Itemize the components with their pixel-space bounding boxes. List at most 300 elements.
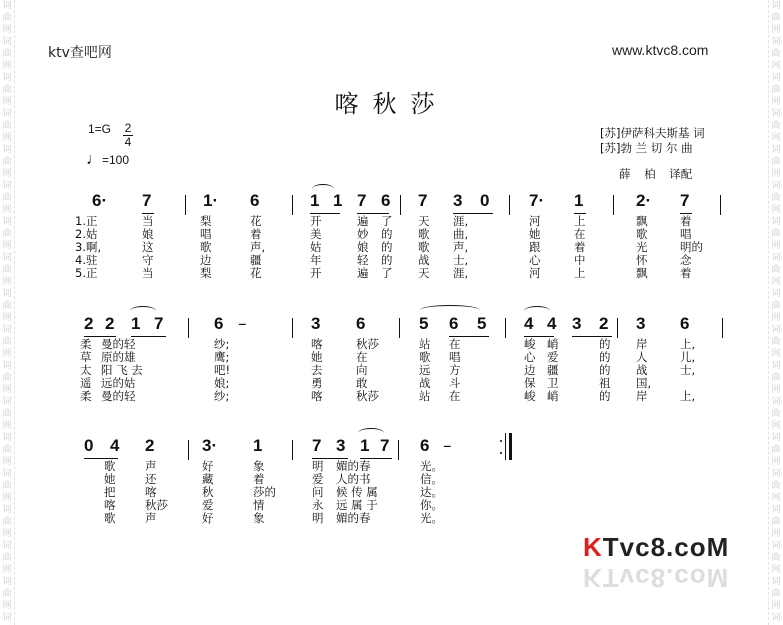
- lyric-word: 勇: [311, 376, 323, 390]
- watermark-glyph: 词: [2, 361, 12, 371]
- beam-line: [84, 336, 116, 337]
- lyric-word: 唱: [200, 227, 212, 241]
- note-number: 2: [599, 314, 609, 333]
- watermark-glyph: 网: [2, 205, 12, 215]
- lyric-word: 娘: [142, 227, 154, 241]
- barline: [400, 195, 401, 215]
- lyric-word: 明: [312, 511, 324, 525]
- lyric-word: 象: [253, 511, 265, 525]
- watermark-glyph: 词: [771, 577, 781, 587]
- watermark-glyph: 词: [2, 325, 12, 335]
- slur-mark: [524, 306, 550, 316]
- barline: [188, 440, 189, 460]
- lyric-word: 河: [529, 214, 541, 228]
- lyric-word: 怀: [636, 253, 648, 267]
- barline: [509, 195, 510, 215]
- watermark-glyph: 网: [2, 421, 12, 431]
- lyric-word: 着: [680, 214, 692, 228]
- note-number: 1: [253, 436, 263, 455]
- lyric-word: 歌: [418, 240, 430, 254]
- lyric-word: 候 传 属: [336, 485, 378, 499]
- lyric-word: 声: [145, 459, 157, 473]
- watermark-glyph: 曲: [2, 553, 12, 563]
- lyric-word: 喀: [145, 485, 157, 499]
- lyric-word: 她: [311, 350, 323, 364]
- lyric-word: 秋莎: [356, 389, 379, 403]
- watermark-glyph: 网: [771, 133, 781, 143]
- lyric-word: 2.姑: [75, 227, 98, 241]
- lyric-word: 的: [599, 363, 611, 377]
- composer-credit: [苏]勃 兰 切 尔 曲: [600, 141, 693, 155]
- watermark-glyph: 词: [2, 289, 12, 299]
- lyric-word: 了: [381, 214, 393, 228]
- lyric-word: 阳 飞 去: [101, 363, 143, 377]
- watermark-glyph: 词: [771, 469, 781, 479]
- page-title: 喀秋莎: [334, 90, 449, 118]
- key-signature: 1=G: [88, 122, 112, 136]
- note-number: 1: [131, 314, 141, 333]
- watermark-glyph: 词: [2, 109, 12, 119]
- watermark-glyph: 词: [771, 109, 781, 119]
- watermark-glyph: 网: [771, 493, 781, 503]
- lyric-word: 着: [680, 266, 692, 280]
- watermark-glyph: 曲: [771, 409, 781, 419]
- watermark-glyph: 曲: [771, 517, 781, 527]
- lyric-word: 开: [310, 266, 322, 280]
- watermark-glyph: 曲: [771, 193, 781, 203]
- watermark-glyph: 曲: [771, 337, 781, 347]
- watermark-glyph: 网: [771, 601, 781, 611]
- watermark-glyph: 词: [2, 433, 12, 443]
- watermark-glyph: 网: [771, 457, 781, 467]
- watermark-glyph: 词: [771, 361, 781, 371]
- barline: [188, 318, 189, 338]
- note-number: 6: [214, 314, 224, 333]
- lyric-word: 的: [381, 227, 393, 241]
- lyric-word: 中: [574, 253, 586, 267]
- watermark-glyph: 曲: [771, 49, 781, 59]
- lyric-word: 的: [599, 337, 611, 351]
- note-number: 6: [250, 191, 260, 210]
- lyric-word: 天: [418, 214, 430, 228]
- note-number: 1·: [203, 191, 219, 210]
- barline: [617, 318, 618, 338]
- watermark-glyph: 曲: [771, 553, 781, 563]
- watermark-glyph: 曲: [2, 301, 12, 311]
- lyric-word: 唱: [680, 227, 692, 241]
- watermark-glyph: 网: [771, 205, 781, 215]
- lyric-word: 唱: [449, 350, 461, 364]
- lyric-word: 国,: [636, 376, 652, 390]
- lyric-word: 4.驻: [75, 253, 98, 267]
- beam-line: [310, 213, 340, 214]
- lyric-word: 边: [200, 253, 212, 267]
- lyric-word: 明: [312, 459, 324, 473]
- watermark-glyph: 词: [2, 541, 12, 551]
- lyric-word: 5.正: [75, 266, 98, 280]
- watermark-glyph: 网: [771, 565, 781, 575]
- lyric-word: 峭: [547, 337, 559, 351]
- lyric-word: 上: [574, 266, 586, 280]
- note-number: 6: [420, 436, 430, 455]
- watermark-glyph: 网: [2, 25, 12, 35]
- lyric-word: 保: [524, 376, 536, 390]
- watermark-glyph: 曲: [771, 481, 781, 491]
- lyric-word: 1.正: [75, 214, 98, 228]
- watermark-glyph: 网: [771, 25, 781, 35]
- beam-line: [572, 336, 612, 337]
- watermark-glyph: 网: [2, 385, 12, 395]
- site-name-left: ktv查吧网: [48, 45, 112, 61]
- logo-text: [583, 532, 729, 563]
- watermark-glyph: 曲: [771, 301, 781, 311]
- lyric-word: 岸: [636, 337, 648, 351]
- watermark-glyph: 网: [771, 97, 781, 107]
- barline: [722, 318, 723, 338]
- lyric-word: 梨: [200, 214, 212, 228]
- lyric-word: 藏: [202, 472, 214, 486]
- note-number: 4: [110, 436, 120, 455]
- lyric-word: 去: [311, 363, 323, 377]
- note-number: 7: [680, 191, 690, 210]
- lyric-word: 轻: [357, 253, 369, 267]
- watermark-glyph: 网: [2, 133, 12, 143]
- lyric-word: 歌: [104, 459, 116, 473]
- watermark-glyph: 曲: [2, 409, 12, 419]
- watermark-glyph: 曲: [2, 589, 12, 599]
- lyric-word: 的: [599, 389, 611, 403]
- watermark-glyph: 曲: [2, 121, 12, 131]
- watermark-glyph: 词: [771, 289, 781, 299]
- watermark-glyph: 网: [2, 169, 12, 179]
- barline: [398, 440, 399, 460]
- watermark-glyph: 词: [771, 397, 781, 407]
- lyric-word: 歌: [418, 227, 430, 241]
- lyric-word: 上,: [680, 337, 696, 351]
- note-number: 3: [572, 314, 582, 333]
- lyric-word: 疆: [547, 363, 559, 377]
- lyric-word: 战: [636, 363, 648, 377]
- note-number: 0: [480, 191, 490, 210]
- lyric-word: 敢: [356, 376, 368, 390]
- lyric-word: 象: [253, 459, 265, 473]
- lyric-word: 峻: [524, 337, 536, 351]
- lyric-word: 人: [636, 350, 648, 364]
- lyric-word: 天: [418, 266, 430, 280]
- slur-mark: [130, 306, 156, 316]
- lyric-word: 心: [529, 253, 541, 267]
- lyric-word: 问: [312, 485, 324, 499]
- lyric-word: 声,: [250, 240, 266, 254]
- watermark-glyph: 曲: [771, 85, 781, 95]
- lyric-word: 秋莎: [356, 337, 379, 351]
- lyric-word: 战: [418, 253, 430, 267]
- barline: [505, 318, 506, 338]
- note-number: 1: [574, 191, 584, 210]
- watermark-glyph: 网: [771, 529, 781, 539]
- watermark-glyph: 曲: [771, 229, 781, 239]
- watermark-glyph: 曲: [771, 589, 781, 599]
- note-number: 3: [636, 314, 646, 333]
- lyric-word: 祖: [599, 376, 611, 390]
- tempo-value: =100: [102, 153, 130, 167]
- lyric-word: 当: [142, 266, 154, 280]
- final-barline-thick: [509, 433, 512, 460]
- lyric-word: 遍: [357, 266, 369, 280]
- watermark-glyph: 曲: [2, 85, 12, 95]
- lyric-word: 光: [636, 240, 648, 254]
- watermark-glyph: 网: [2, 349, 12, 359]
- sustain-dash: –: [443, 436, 452, 456]
- note-number: 7: [418, 191, 428, 210]
- watermark-glyph: 网: [2, 277, 12, 287]
- lyric-word: 士,: [453, 253, 469, 267]
- watermark-glyph: 词: [771, 541, 781, 551]
- lyric-word: 达。: [420, 485, 443, 499]
- watermark-glyph: 曲: [771, 265, 781, 275]
- lyric-word: 疆: [250, 253, 262, 267]
- watermark-glyph: 词: [2, 73, 12, 83]
- credits-block: [600, 126, 705, 156]
- lyric-word: 信。: [420, 472, 443, 486]
- lyric-word: 爱: [312, 472, 324, 486]
- lyric-word: 了: [381, 266, 393, 280]
- watermark-glyph: 词: [2, 469, 12, 479]
- lyric-word: 草: [80, 350, 92, 364]
- watermark-glyph: 词: [771, 325, 781, 335]
- note-number: 2: [105, 314, 115, 333]
- watermark-glyph: 词: [771, 253, 781, 263]
- lyric-word: 娘;: [214, 376, 230, 390]
- lyric-word: 心: [524, 350, 536, 364]
- lyric-word: 歌: [419, 350, 431, 364]
- lyric-word: 斗: [449, 376, 461, 390]
- lyric-word: 峭: [547, 389, 559, 403]
- watermark-glyph: 曲: [2, 49, 12, 59]
- note-number: 7: [142, 191, 152, 210]
- watermark-glyph: 网: [2, 61, 12, 71]
- lyric-word: 曼的轻: [101, 337, 136, 351]
- lyric-word: 在: [356, 350, 368, 364]
- sustain-dash: –: [238, 314, 247, 334]
- lyric-word: 喀: [104, 498, 116, 512]
- note-number: 0: [84, 436, 94, 455]
- barline: [720, 195, 721, 215]
- lyric-word: 原的雄: [101, 350, 136, 364]
- watermark-glyph: 网: [2, 241, 12, 251]
- watermark-glyph: 曲: [2, 193, 12, 203]
- note-number: 6: [449, 314, 459, 333]
- watermark-glyph: 词: [2, 181, 12, 191]
- lyric-word: 明的: [680, 240, 703, 254]
- lyric-word: 跟: [529, 240, 541, 254]
- watermark-glyph: 词: [771, 1, 781, 11]
- note-number: 4: [547, 314, 557, 333]
- beam-line: [312, 458, 348, 459]
- note-number: 7: [357, 191, 367, 210]
- lyric-word: 河: [529, 266, 541, 280]
- logo-reflection: KTvc8.coM: [583, 563, 730, 593]
- watermark-glyph: 词: [2, 145, 12, 155]
- lyric-word: 着: [574, 240, 586, 254]
- lyric-word: 梨: [200, 266, 212, 280]
- note-number: 7·: [529, 191, 545, 210]
- watermark-glyph: 词: [771, 145, 781, 155]
- barline: [292, 195, 293, 215]
- watermark-glyph: 网: [2, 97, 12, 107]
- slur-mark: [358, 428, 384, 438]
- note-number: 6: [381, 191, 391, 210]
- barline: [399, 318, 400, 338]
- lyric-word: 在: [574, 227, 586, 241]
- lyric-word: 她: [529, 227, 541, 241]
- lyric-word: 守: [142, 253, 154, 267]
- lyric-word: 年: [310, 253, 322, 267]
- beam-line: [357, 213, 389, 214]
- lyric-word: 上: [574, 214, 586, 228]
- watermark-glyph: 网: [2, 529, 12, 539]
- watermark-glyph: 曲: [2, 337, 12, 347]
- lyric-word: 吧!: [214, 363, 231, 377]
- logo-main: Tvc8.coM: [602, 532, 730, 562]
- repeat-dot: [500, 452, 502, 454]
- lyric-word: 好: [202, 459, 214, 473]
- lyric-word: 歌: [200, 240, 212, 254]
- lyric-word: 遥: [80, 376, 92, 390]
- time-signature-top: 2: [124, 121, 132, 135]
- watermark-glyph: 曲: [2, 373, 12, 383]
- beam-line: [84, 458, 118, 459]
- lyric-word: 远: [419, 363, 431, 377]
- lyric-word: 当: [142, 214, 154, 228]
- watermark-glyph: 词: [2, 577, 12, 587]
- lyric-word: 媚的春: [336, 459, 371, 473]
- beam-line: [360, 458, 392, 459]
- slur-mark: [312, 184, 334, 194]
- watermark-glyph: 曲: [2, 229, 12, 239]
- watermark-glyph: 网: [2, 565, 12, 575]
- watermark-glyph: 词: [2, 1, 12, 11]
- watermark-glyph: 曲: [2, 13, 12, 23]
- beam-line: [524, 336, 554, 337]
- lyric-word: 这: [142, 240, 154, 254]
- note-number: 3: [311, 314, 321, 333]
- lyric-word: 着: [250, 227, 262, 241]
- lyric-word: 姑: [310, 240, 322, 254]
- watermark-glyph: 曲: [771, 373, 781, 383]
- barline: [292, 440, 293, 460]
- watermark-glyph: 词: [771, 217, 781, 227]
- time-signature: [122, 122, 134, 149]
- lyric-word: 曼的轻: [101, 389, 136, 403]
- lyric-word: 开: [310, 214, 322, 228]
- site-url-right: www.ktvc8.com: [612, 42, 709, 58]
- time-signature-bottom: 4: [124, 135, 132, 149]
- note-number: 2·: [636, 191, 652, 210]
- lyric-word: 花: [250, 266, 262, 280]
- lyric-word: 秋莎: [145, 498, 168, 512]
- translator-credit: 薛 柏 译配: [619, 167, 693, 181]
- lyric-word: 遍: [357, 214, 369, 228]
- lyric-word: 飘: [636, 266, 648, 280]
- lyric-word: 还: [145, 472, 157, 486]
- watermark-glyph: 词: [2, 397, 12, 407]
- lyric-word: 念: [680, 253, 692, 267]
- watermark-glyph: 词: [2, 613, 12, 623]
- watermark-glyph: 曲: [2, 517, 12, 527]
- lyric-word: 你。: [420, 498, 443, 512]
- lyric-word: 爱: [202, 498, 214, 512]
- lyric-word: 边: [524, 363, 536, 377]
- lyric-word: 秋: [202, 485, 214, 499]
- lyric-word: 光。: [420, 459, 443, 473]
- final-barline-thin: [505, 433, 506, 460]
- repeat-dot: [500, 440, 502, 442]
- lyric-word: 太: [80, 363, 92, 377]
- note-number: 3: [336, 436, 346, 455]
- lyric-word: 纱;: [214, 389, 230, 403]
- note-number: 6·: [92, 191, 108, 210]
- beam-line: [574, 213, 586, 214]
- watermark-glyph: 曲: [771, 445, 781, 455]
- lyric-word: 柔: [80, 337, 92, 351]
- watermark-glyph: 词: [2, 217, 12, 227]
- lyric-word: 花: [250, 214, 262, 228]
- watermark-glyph: 网: [771, 313, 781, 323]
- watermark-glyph: 词: [2, 253, 12, 263]
- lyric-word: 向: [356, 363, 368, 377]
- watermark-glyph: 曲: [2, 445, 12, 455]
- lyric-word: 的: [599, 350, 611, 364]
- lyric-word: 妙: [357, 227, 369, 241]
- watermark-glyph: 网: [771, 61, 781, 71]
- lyric-word: 远 属 于: [336, 498, 378, 512]
- lyric-word: 站: [419, 389, 431, 403]
- beam-line: [453, 213, 493, 214]
- lyricist-credit: [苏]伊萨科夫斯基 词: [600, 126, 705, 140]
- lyric-word: 柔: [80, 389, 92, 403]
- watermark-glyph: 词: [771, 433, 781, 443]
- lyric-word: 峻: [524, 389, 536, 403]
- lyric-word: 卫: [547, 376, 559, 390]
- lyric-word: 她: [104, 472, 116, 486]
- lyric-word: 3.啊,: [75, 240, 102, 254]
- lyric-word: 战: [419, 376, 431, 390]
- watermark-glyph: 词: [2, 505, 12, 515]
- note-number: 1: [360, 436, 370, 455]
- lyric-word: 儿,: [680, 350, 696, 364]
- ktvc8-logo: [583, 532, 733, 592]
- note-number: 5: [477, 314, 487, 333]
- lyric-word: 在: [449, 389, 461, 403]
- watermark-glyph: 曲: [771, 13, 781, 23]
- watermark-glyph: 网: [771, 349, 781, 359]
- watermark-glyph: 网: [2, 601, 12, 611]
- beam-line: [680, 213, 692, 214]
- lyric-word: 把: [104, 485, 116, 499]
- watermark-glyph: 词: [2, 37, 12, 47]
- lyric-word: 歌: [104, 511, 116, 525]
- lyric-word: 在: [449, 337, 461, 351]
- note-number: 5: [419, 314, 429, 333]
- lyric-word: 的: [381, 253, 393, 267]
- barline: [613, 195, 614, 215]
- lyric-word: 远的姑: [101, 376, 136, 390]
- watermark-glyph: 曲: [771, 121, 781, 131]
- lyric-word: 喀: [311, 337, 323, 351]
- watermark-glyph: 网: [771, 241, 781, 251]
- watermark-glyph: 曲: [2, 157, 12, 167]
